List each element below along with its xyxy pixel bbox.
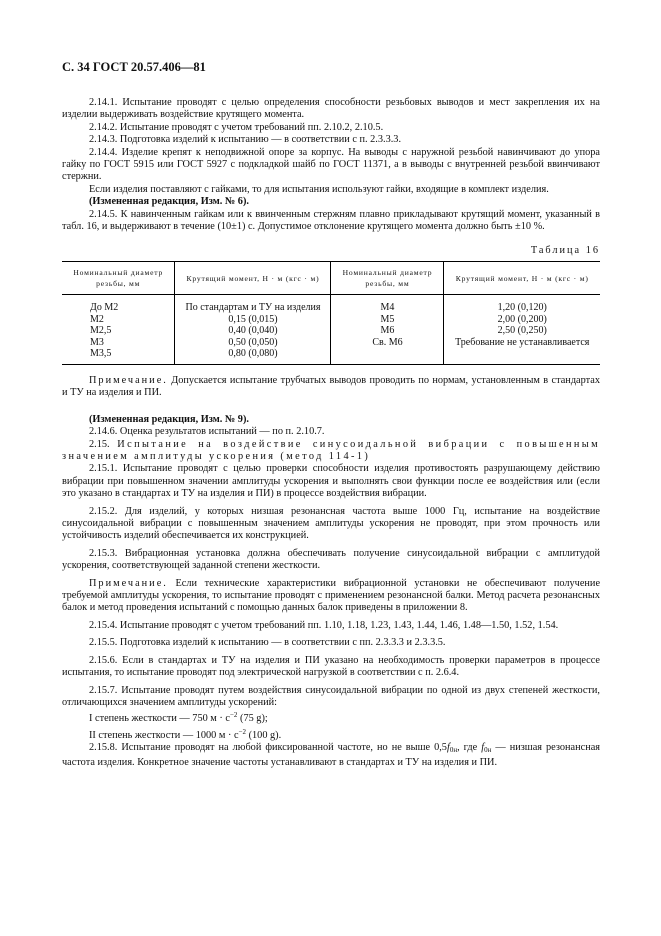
table-cell: 0,40 (0,040)	[228, 325, 278, 337]
section-title: Испытание на воздействие синусоидальной вибрации с повышенным значением амплитуды ускорения (метод 114-1)	[62, 438, 601, 462]
paragraph-2-14-4: 2.14.4. Изделие крепят к неподвижной опоре за корпус. На выводы с наружной резьбой навинчивают до упора гайку по ГОСТ 5915 или ГОСТ 5927 с подкладкой шайб по ГОСТ 11371, а в выводы с внутренней резьбой ввинчивают стержни.	[62, 146, 600, 183]
section-number: 2.15.	[89, 438, 110, 450]
page-header: С. 34 ГОСТ 20.57.406—81	[62, 60, 206, 74]
table-col-diameter-1	[62, 295, 175, 365]
table-col-torque-2	[444, 295, 600, 365]
table-cell: М5	[380, 313, 395, 325]
exponent: −2	[238, 727, 247, 736]
edit-note-9: (Измененная редакция, Изм. № 9).	[89, 413, 249, 425]
frequency-subscript: 0н	[484, 746, 492, 755]
paragraph-2-14-5: 2.14.5. К навинченным гайкам или к ввинченным стержням плавно прикладывают крутящий момент, указанный в табл. 16, и выдерживают в течение (10±1) с. Допустимое отклонение крутящего момента должно быть ±10 %.	[62, 208, 600, 233]
severity-degree-2	[62, 726, 600, 742]
paragraph-2-15-4: 2.15.4. Испытание проводят с учетом требований пп. 1.10, 1.18, 1.23, 1.43, 1.44, 1.46, 1.48—1.50, 1.52, 1.54.	[89, 619, 559, 631]
paragraph-2-15-2: 2.15.2. Для изделий, у которых низшая резонансная частота выше 1000 Гц, испытание на воздействие синусоидальной вибрации с повышенным значением амплитуды ускорения не проводят, при этом прочность или устойчивость изделий обеспечивается их конструкцией.	[62, 505, 600, 542]
paragraph-2-15-7: 2.15.7. Испытание проводят путем воздействия синусоидальной вибрации по одной из двух степеней жесткости, отличающихся значением амплитуды ускорений:	[62, 684, 600, 708]
table-cell: М6	[380, 325, 395, 337]
section-heading-2-15	[62, 439, 600, 464]
para-text: — низшая резонансная частота изделия. Конкретное значение частоты устанавливают в стандартах и ТУ на изделия и ПИ.	[62, 742, 601, 768]
paragraph-2-15-3: 2.15.3. Вибрационная установка должна обеспечивать получение синусоидальной вибрации с амплитудой ускорения, соответствующей заданной степени жесткости.	[62, 547, 600, 572]
severity-degree-1	[62, 709, 600, 725]
note-text: Если технические характеристики вибрационной установки не обеспечивают получение требуемой амплитуды ускорения, то испытание проводят с применением резонансной балки. Метод расчета резонансных балок и метод проведения испытаний с помощью данных балок приведены в приложении 8.	[62, 577, 601, 614]
table-cell: М2,5	[90, 325, 112, 337]
paragraph-2-15-6: 2.15.6. Если в стандартах и ТУ на изделия и ПИ указано на необходимость проверки параметров в процессе испытания, то испытание проводят под электрической нагрузкой в соответствии с п. 2.6.4.	[62, 654, 600, 679]
table-cell: До М2	[90, 302, 119, 314]
paragraph-2-14-3: 2.14.3. Подготовка изделий к испытанию — в соответствии с п. 2.3.3.3.	[89, 134, 402, 146]
table-cell: 0,15 (0,015)	[228, 313, 278, 325]
vibration-note	[62, 578, 600, 615]
table-col-diameter-2	[331, 295, 444, 365]
table-cell: 2,50 (0,250)	[497, 325, 547, 337]
frequency-subscript: 0н	[449, 746, 458, 755]
paragraph-2-15-5: 2.15.5. Подготовка изделий к испытанию — в соответствии с пп. 2.3.3.3 и 2.3.3.5.	[89, 637, 446, 649]
table-cell: Требование не устанавливается	[455, 336, 590, 348]
paragraph-2-14-2: 2.14.2. Испытание проводят с учетом требований пп. 2.10.2, 2.10.5.	[89, 121, 384, 133]
paragraph-2-15-1: 2.15.1. Испытание проводят с целью проверки способности изделия противостоять разрушающему действию вибрации при повышенном значении амплитуды ускорения и выполнять свои функции после ее воздействия или (если это указано в стандартах и ТУ на изделия и ПИ) в процессе воздействия вибрации.	[62, 463, 600, 500]
table-cell: М3,5	[90, 348, 112, 360]
table-header-diameter-2: Номинальный диаметр резьбы, мм	[331, 262, 444, 295]
paragraph-2-14-1: 2.14.1. Испытание проводят с целью определения способности резьбовых выводов и мест закрепления их на изделии выдерживать воздействие крутящего момента.	[62, 97, 600, 121]
table-cell: М4	[380, 302, 395, 314]
degree-text: I степень жесткости — 750 м · с	[89, 713, 230, 725]
table-16-caption: Таблица 16	[530, 245, 600, 257]
degree-text: (75 g);	[237, 713, 268, 725]
table-header-diameter-1: Номинальный диаметр резьбы, мм	[62, 262, 175, 295]
degree-text: (100 g).	[246, 729, 282, 741]
table-cell: Св. М6	[372, 336, 403, 348]
para-text: 2.15.8. Испытание проводят на любой фиксированной частоте, но не выше 0,5	[89, 742, 447, 754]
table-note	[62, 375, 600, 400]
edit-note-6: (Измененная редакция, Изм. № 6).	[89, 196, 249, 208]
frequency-symbol: f	[481, 742, 485, 754]
table-cell: М2	[90, 313, 104, 325]
paragraph-nuts: Если изделия поставляют с гайками, то для испытания используют гайки, входящие в комплект изделия.	[89, 183, 549, 195]
table-header-torque-2: Крутящий момент, Н · м (кгс · м)	[444, 262, 600, 295]
table-cell: 0,80 (0,080)	[228, 348, 278, 360]
table-16	[62, 261, 600, 365]
degree-text: II степень жесткости — 1000 м · с	[89, 729, 239, 741]
table-cell: 0,50 (0,050)	[228, 336, 278, 348]
paragraph-2-15-8	[62, 742, 600, 769]
note-text: Допускается испытание трубчатых выводов проводить по нормам, установленным в стандартах и ТУ на изделия и ПИ.	[62, 374, 600, 399]
table-cell: 2,00 (0,200)	[497, 313, 547, 325]
para-text: , где	[457, 742, 482, 754]
note-heading: Примечание.	[89, 374, 168, 386]
table-header-torque-1: Крутящий момент, Н · м (кгс · м)	[175, 262, 331, 295]
paragraph-2-14-6: 2.14.6. Оценка результатов испытаний — по п. 2.10.7.	[89, 426, 325, 438]
table-col-torque-1	[175, 295, 331, 365]
table-cell: 1,20 (0,120)	[497, 302, 547, 314]
frequency-symbol: f	[446, 742, 450, 754]
table-cell: По стандартам и ТУ на изделия	[185, 302, 321, 314]
document-page	[62, 60, 600, 769]
exponent: −2	[229, 711, 238, 720]
note-heading: Примечание.	[89, 577, 168, 589]
table-cell: М3	[90, 336, 104, 348]
